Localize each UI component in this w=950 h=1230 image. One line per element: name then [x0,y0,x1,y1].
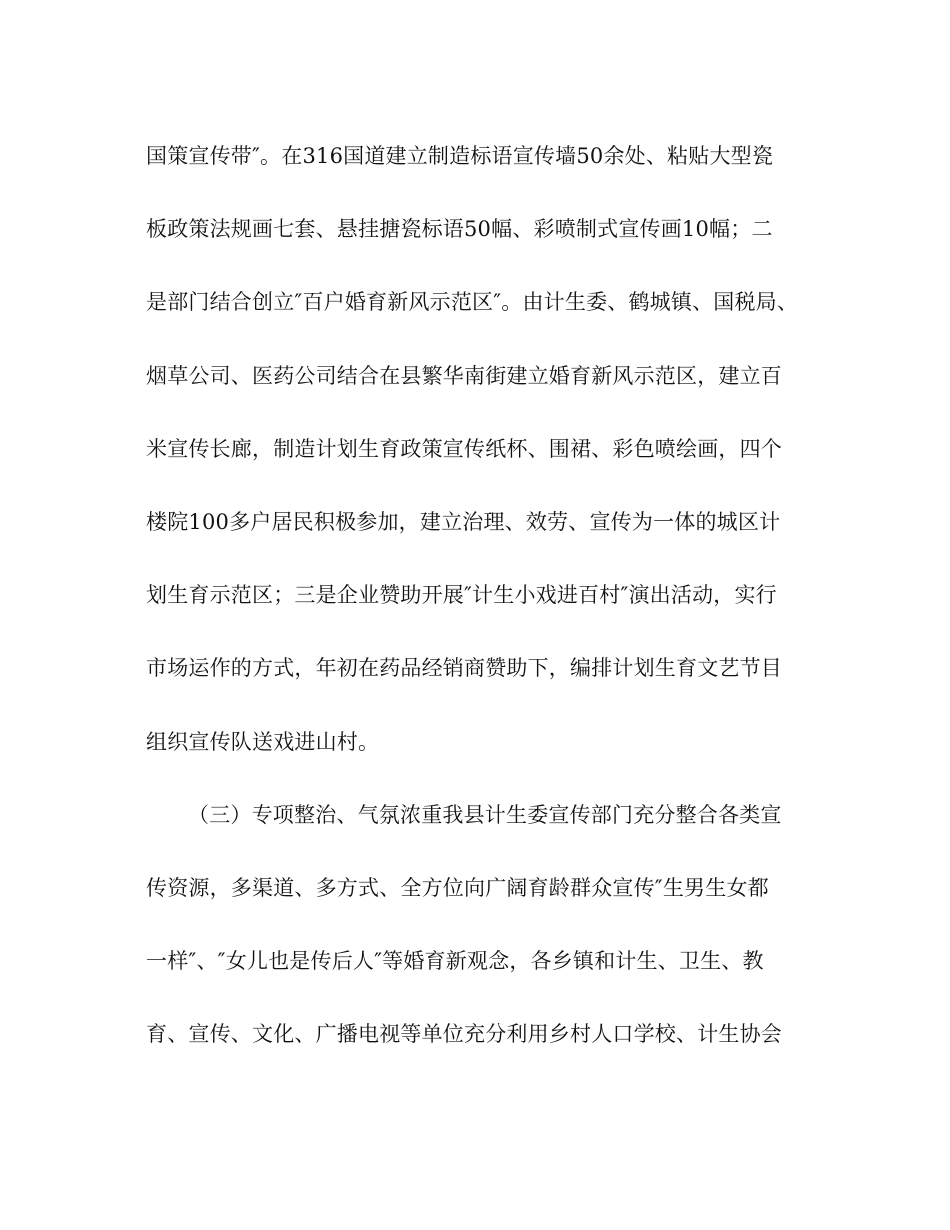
text-line: 一样″、″女儿也是传后人″等婚育新观念，各乡镇和计生、卫生、教 [146,949,764,974]
text-line: 板政策法规画七套、悬挂搪瓷标语50幅、彩喷制式宣传画10幅；二 [146,217,773,242]
text-line: 划生育示范区；三是企业赞助开展″计生小戏进百村″演出活动，实行 [146,583,777,608]
text-line: 楼院100多户居民积极参加，建立治理、效劳、宣传为一体的城区计 [146,509,781,534]
text-line: 是部门结合创立″百户婚育新风示范区″。由计生委、鹤城镇、国税局、 [146,290,799,315]
text-line: 市场运作的方式，年初在药品经销商赞助下，编排计划生育文艺节目 [146,656,782,681]
text-line: 组织宣传队送戏进山村。 [146,729,380,754]
text-line: 传资源，多渠道、多方式、全方位向广阔育龄群众宣传″生男生女都 [146,875,769,900]
text-line: 烟草公司、医药公司结合在县繁华南街建立婚育新风示范区，建立百 [146,363,782,388]
document-body [146,138,826,1089]
text-line: 育、宣传、文化、广播电视等单位充分利用乡村人口学校、计生协会 [146,1022,782,1047]
text-line: 国策宣传带″。在316国道建立制造标语宣传墙50余处、粘贴大型瓷 [146,144,774,168]
text-line: 米宣传长廊，制造计划生育政策宣传纸杯、围裙、彩色喷绘画，四个 [146,436,782,461]
section-heading-line: （三）专项整治、气氛浓重我县计生委宣传部门充分整合各类宣 [188,802,782,827]
